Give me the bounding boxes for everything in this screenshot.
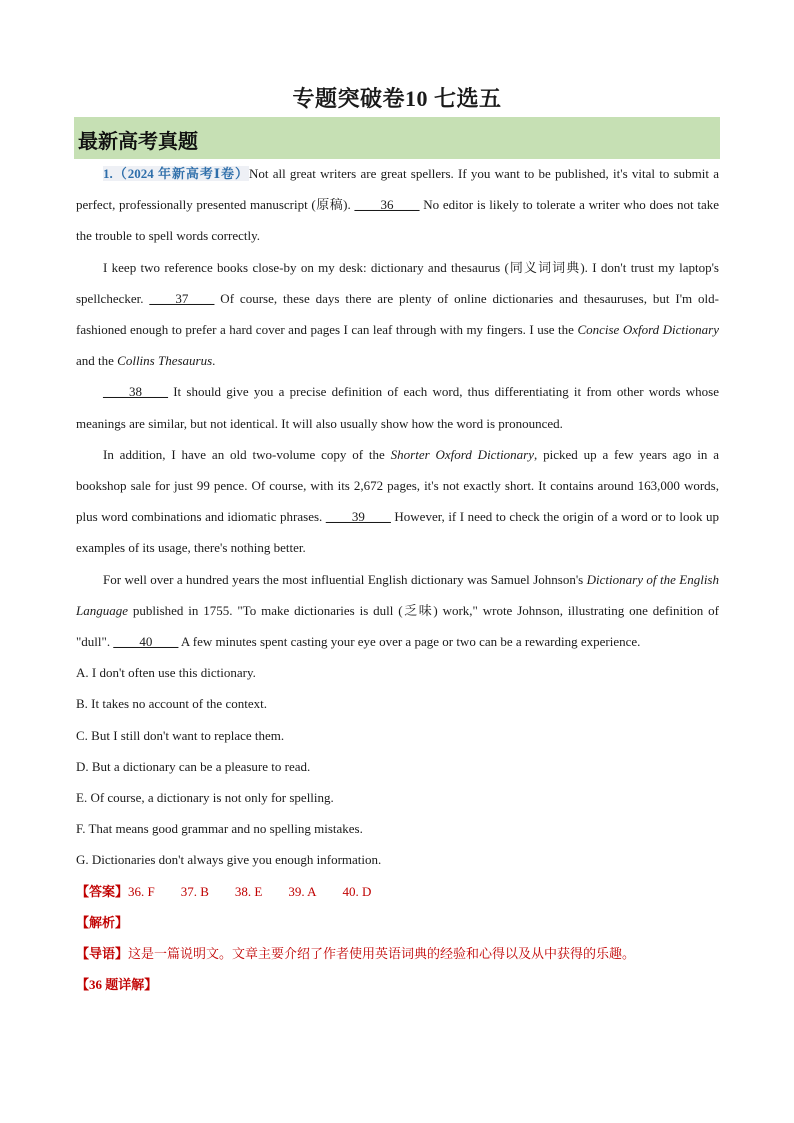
guide-text: 这是一篇说明文。文章主要介绍了作者使用英语词典的经验和心得以及从中获得的乐趣。	[128, 946, 636, 962]
option-e: E. Of course, a dictionary is not only for spelling.	[76, 790, 334, 806]
book-title: Concise Oxford Dictionary	[577, 322, 719, 338]
answer-item: 37. B	[180, 883, 209, 899]
text: A few minutes spent casting your eye over a page or two can be a rewarding experience.	[178, 634, 641, 650]
option-g: G. Dictionaries don't always give you enough information.	[76, 852, 382, 868]
detail-line	[76, 969, 719, 1000]
blank-38: ____38____	[103, 384, 168, 400]
option-d: D. But a dictionary can be a pleasure to read.	[76, 758, 311, 774]
book-title: Collins Thesaurus	[117, 353, 213, 369]
paragraph-2	[76, 252, 719, 377]
option-f: F. That means good grammar and no spelling mistakes.	[76, 821, 363, 837]
question-number: 1.	[103, 166, 113, 181]
answer-item: 39. A	[288, 883, 317, 899]
paragraph-3	[76, 376, 719, 438]
text: , picked up a few years ago in a bookshop sale for just 99 pence. Of course, with its 2,672 pages, it's not exactly short. It contains around 163,000 words, plus word combinations and idiomatic phrases.	[76, 446, 719, 525]
section-header	[74, 117, 720, 159]
text: It should give you a precise definition of each word, thus differentiating it from other words whose meanings are similar, but not identical. It will also usually show how the word is pronounced.	[76, 384, 719, 431]
option-c: C. But I still don't want to replace them.	[76, 727, 285, 743]
paragraph-4	[76, 439, 719, 564]
text: No editor is likely to tolerate a writer who does not take the trouble to spell words correctly.	[76, 197, 719, 244]
answer-item: 36. F	[128, 883, 155, 899]
answer-item: 40. D	[342, 883, 372, 899]
text: I keep two reference books close-by on my desk: dictionary and thesaurus (同义词词典). I don't trust my laptop's spellchecker.	[76, 259, 719, 306]
option-a: A. I don't often use this dictionary.	[76, 665, 256, 681]
paragraph-1	[76, 158, 719, 252]
text: Of course, these days there are plenty of online dictionaries and thesauruses, but I'm old-fashioned enough to prefer a hard cover and pages I can leaf through with my fingers. I use the	[76, 290, 719, 338]
guide-line	[76, 938, 719, 969]
text: Not all great writers are great spellers. If you want to be published, it's vital to submit a perfect, professionally presented manuscript (原稿).	[76, 166, 719, 213]
text: and the	[76, 353, 118, 369]
blank-40: ____40____	[113, 634, 179, 650]
guide-label: 【导语】	[76, 946, 129, 962]
analysis-line	[76, 907, 719, 938]
option-b: B. It takes no account of the context.	[76, 696, 267, 712]
analysis-label: 【解析】	[76, 914, 129, 930]
question-body	[76, 158, 719, 1000]
text: In addition, I have an old two-volume copy of the	[103, 446, 391, 462]
book-title: Dictionary of the English Language	[76, 571, 719, 618]
section-title: 最新高考真题	[78, 131, 198, 153]
book-title: Shorter Oxford Dictionary	[390, 446, 535, 462]
detail-label: 【36 题详解】	[76, 977, 158, 993]
paragraph-5	[76, 564, 719, 658]
answer-item: 38. E	[234, 883, 263, 899]
blank-37: ____37____	[149, 290, 215, 306]
text: However, if I need to check the origin of a word or to look up examples of its usage, there's nothing better.	[76, 509, 719, 556]
text: published in 1755. "To make dictionaries is dull (乏味) work," wrote Johnson, illustrating one definition of "dull".	[76, 602, 719, 650]
answer-label: 【答案】	[76, 883, 129, 899]
question-source: （2024 年新高考Ⅰ卷）	[112, 166, 249, 181]
page-title: 专题突破卷10 七选五	[292, 86, 502, 111]
answer-line	[76, 876, 719, 907]
text: .	[212, 353, 216, 369]
blank-39: ____39____	[325, 509, 391, 525]
blank-36: ____36____	[354, 197, 420, 213]
text: For well over a hundred years the most influential English dictionary was Samuel Johnson's	[103, 571, 587, 587]
